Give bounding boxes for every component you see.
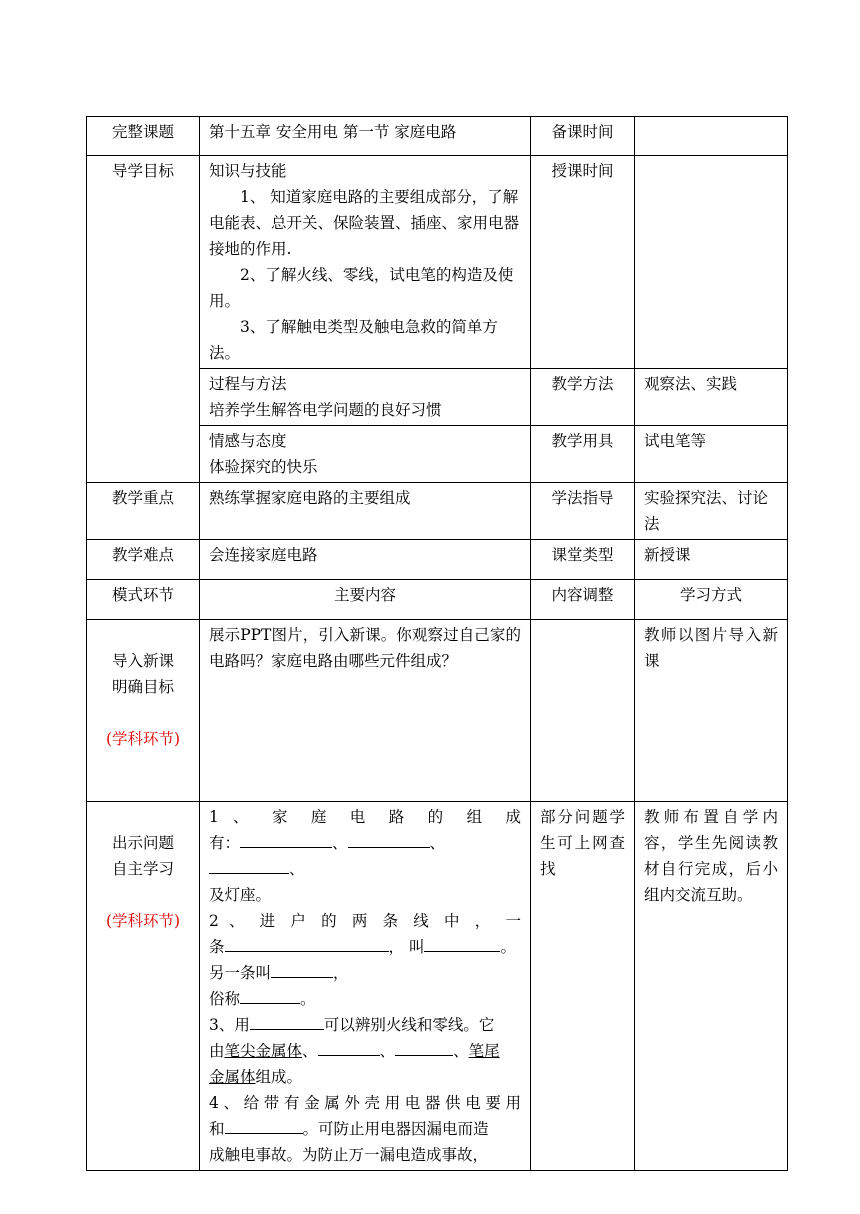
self-subject-tag: (学科环节) xyxy=(105,912,181,930)
question-1-line2: 有： 、 、、 xyxy=(209,830,521,882)
row-key-point xyxy=(87,483,788,540)
class-type-value: 新授课 xyxy=(635,540,788,580)
row-intro xyxy=(87,620,788,802)
question-3-line3: 金属体组成。 xyxy=(209,1068,303,1086)
question-2-line4: 俗称 。 xyxy=(209,986,521,1012)
self-stage-line2: 自主学习 xyxy=(111,860,174,878)
intro-subject-tag: (学科环节) xyxy=(105,730,181,748)
intro-content: 展示PPT图片，引入新课。你观察过自己家的电路吗？家庭电路由哪些元件组成？ xyxy=(200,620,531,802)
row-goals-knowledge xyxy=(87,156,788,369)
process-text: 培养学生解答电学问题的良好习惯 xyxy=(209,401,442,419)
header-content: 主要内容 xyxy=(200,580,531,620)
intro-stage-cell xyxy=(87,620,200,802)
question-2-line1: 2 、 进 户 的 两 条 线 中 ， 一 xyxy=(209,912,521,930)
intro-stage-line1: 导入新课 xyxy=(111,652,174,670)
row-self-study xyxy=(87,802,788,1171)
self-stage-line1: 出示问题 xyxy=(111,834,174,852)
difficult-point-text: 会连接家庭电路 xyxy=(200,540,531,580)
emotion-text: 体验探究的快乐 xyxy=(209,458,318,476)
topic-label: 完整课题 xyxy=(87,117,200,156)
question-3-line1: 3、用 可以辨别火线和零线。它 xyxy=(209,1012,521,1038)
knowledge-item-3: 3、了解触电类型及触电急救的简单方法。 xyxy=(209,318,498,362)
key-point-label: 教学重点 xyxy=(87,483,200,540)
row-section-header xyxy=(87,580,788,620)
header-mode: 模式环节 xyxy=(87,580,200,620)
question-4-line1: 4、给带有金属外壳用电器供电要用 xyxy=(209,1094,521,1112)
prep-time-value xyxy=(635,117,788,156)
row-difficult-point xyxy=(87,540,788,580)
emotion-cell xyxy=(200,426,531,483)
header-method: 学习方式 xyxy=(635,580,788,620)
emotion-heading: 情感与态度 xyxy=(209,432,287,450)
question-1-line1: 1 、 家 庭 电 路 的 组 成 xyxy=(209,808,521,826)
lesson-plan-table xyxy=(86,116,788,1171)
question-4-line3: 成触电事故。为防止万一漏电造成事故， xyxy=(209,1146,489,1164)
method-label: 教学方法 xyxy=(531,369,635,426)
teach-time-label: 授课时间 xyxy=(531,156,635,369)
question-4-line2: 和 。可防止用电器因漏电而造 xyxy=(209,1116,521,1142)
knowledge-cell xyxy=(200,156,531,369)
prep-time-label: 备课时间 xyxy=(531,117,635,156)
self-stage-cell xyxy=(87,802,200,1171)
intro-method: 教师以图片导入新课 xyxy=(635,620,788,802)
intro-adjust xyxy=(531,620,635,802)
knowledge-heading: 知识与技能 xyxy=(209,162,287,180)
self-adjust: 部分问题学生可上网查找 xyxy=(531,802,635,1171)
study-guide-label: 学法指导 xyxy=(531,483,635,540)
topic-title: 第十五章 安全用电 第一节 家庭电路 xyxy=(200,117,531,156)
intro-stage-line2: 明确目标 xyxy=(111,678,174,696)
question-2-line2: 条 ， 叫 。 xyxy=(209,934,521,960)
process-cell xyxy=(200,369,531,426)
knowledge-item-2: 2、了解火线、零线，试电笔的构造及使用。 xyxy=(209,266,514,310)
process-heading: 过程与方法 xyxy=(209,375,287,393)
difficult-point-label: 教学难点 xyxy=(87,540,200,580)
teach-time-value xyxy=(635,156,788,369)
tools-value: 试电笔等 xyxy=(635,426,788,483)
method-value: 观察法、实践 xyxy=(635,369,788,426)
header-adjust: 内容调整 xyxy=(531,580,635,620)
knowledge-item-1: 1、 知道家庭电路的主要组成部分，了解电能表、总开关、保险装置、插座、家用电器接地的作用. xyxy=(209,188,520,258)
goals-label: 导学目标 xyxy=(87,156,200,483)
question-1-line3: 及灯座。 xyxy=(209,886,272,904)
question-2-line3: 另一条叫 ， xyxy=(209,960,521,986)
self-method: 教师布置自学内容，学生先阅读教材自行完成，后小组内交流互助。 xyxy=(635,802,788,1171)
study-guide-value: 实验探究法、讨论法 xyxy=(635,483,788,540)
key-point-text: 熟练掌握家庭电路的主要组成 xyxy=(200,483,531,540)
question-3-line2: 由笔尖金属体、 、 、笔尾 xyxy=(209,1038,521,1064)
tools-label: 教学用具 xyxy=(531,426,635,483)
class-type-label: 课堂类型 xyxy=(531,540,635,580)
row-topic xyxy=(87,117,788,156)
self-study-questions xyxy=(200,802,531,1171)
